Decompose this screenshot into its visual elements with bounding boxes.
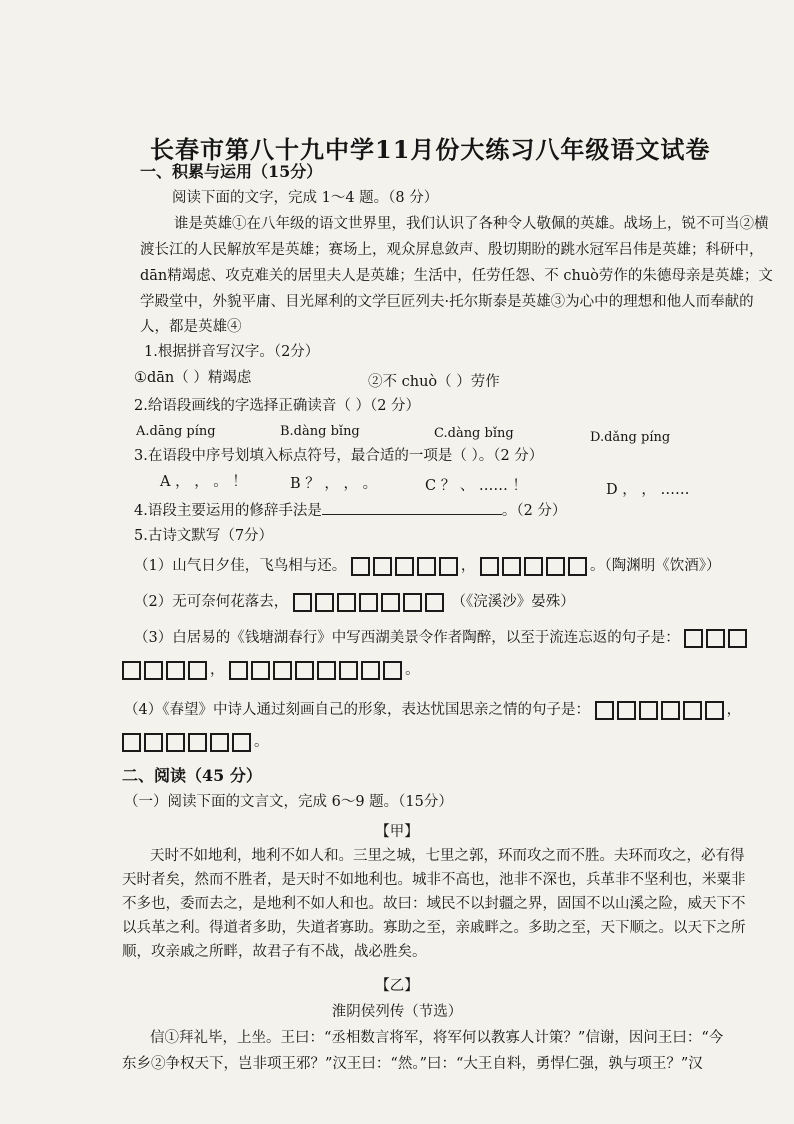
q2-option-a: A.dāng píng [136, 424, 216, 439]
question-5-3-cont: ， 。 [122, 660, 420, 680]
answer-boxes[interactable] [293, 592, 447, 612]
question-1-b: ②不 chuò（ ）劳作 [368, 374, 500, 390]
q3-option-c: C ？ 、 …… ！ [425, 478, 528, 494]
question-5: 5.古诗文默写（7分） [134, 528, 274, 544]
answer-boxes[interactable] [480, 556, 590, 576]
exam-title: 长春市第八十九中学11月份大练习八年级语文试卷 [150, 135, 711, 164]
question-5-2 [134, 592, 575, 612]
question-4 [134, 500, 566, 521]
yi-title: 【乙】 [375, 978, 419, 994]
section-2-sub1: （一）阅读下面的文言文，完成 6～9 题。（15分） [124, 794, 453, 810]
question-1: 1.根据拼音写汉字。（2分） [144, 344, 320, 360]
jia-line: 天时不如地利，地利不如人和。三里之城，七里之郭，环而攻之而不胜。夫环而攻之，必有得 [150, 848, 745, 864]
answer-boxes[interactable] [595, 700, 727, 720]
question-2: 2.给语段画线的字选择正确读音（ ）（2 分） [134, 398, 421, 414]
yi-line: 信①拜礼毕，上坐。王曰：“丞相数言将军，将军何以教寡人计策？”信谢，因问王曰：“今 [150, 1030, 724, 1046]
answer-boxes[interactable] [684, 628, 750, 648]
answer-blank[interactable] [322, 500, 502, 515]
q2-option-d: D.dǎng píng [590, 430, 671, 445]
q5-2-text: （2）无可奈何花落去， [134, 594, 289, 610]
passage-line: 人，都是英雄④ [140, 319, 242, 335]
passage-line: dān精竭虑、攻克难关的居里夫人是英雄；生活中，任劳任怨、不 chuò劳作的朱德母亲是英雄；文 [140, 268, 773, 284]
question-4-score: 。（2 分） [501, 503, 567, 519]
question-5-4-cont: 。 [122, 732, 269, 752]
passage-line: 谁是英雄①在八年级的语文世界里，我们认识了各种令人敬佩的英雄。战场上，锐不可当②横 [174, 216, 769, 232]
question-5-3 [134, 628, 750, 648]
answer-boxes[interactable] [122, 660, 210, 680]
question-3: 3.在语段中序号划填入标点符号，最合适的一项是（ ）。（2 分） [134, 448, 544, 464]
answer-boxes[interactable] [351, 556, 461, 576]
q5-1-source: 。（陶渊明《饮酒》） [589, 558, 721, 574]
question-1-a: ①dān（ ）精竭虑 [134, 370, 252, 386]
question-4-text: 4.语段主要运用的修辞手法是 [134, 503, 322, 519]
question-5-4: （4）《春望》中诗人通过刻画自己的形象，表达忧国思亲之情的句子是： ， [124, 702, 742, 718]
answer-boxes[interactable] [122, 732, 254, 752]
question-5-1: （1）山气日夕佳，飞鸟相与还。 ， 。（陶渊明《饮酒》） [134, 558, 721, 574]
q5-4-text: （4）《春望》中诗人通过刻画自己的形象，表达忧国思亲之情的句子是： [124, 702, 590, 718]
q2-option-b: B.dàng bǐng [280, 424, 360, 439]
jia-title: 【甲】 [375, 824, 419, 840]
q3-option-a: A ， ， 。 ！ [160, 474, 247, 490]
q5-3-text: （3）白居易的《钱塘湖春行》中写西湖美景令作者陶醉，以至于流连忘返的句子是： [134, 630, 680, 646]
jia-line: 以兵革之利。得道者多助，失道者寡助。寡助之至，亲戚畔之。多助之至，天下顺之。以天下之所 [122, 920, 746, 936]
q5-2-source: （《浣溪沙》晏殊） [451, 594, 575, 610]
yi-subtitle: 淮阴侯列传（节选） [331, 1004, 463, 1020]
q5-1-text: （1）山气日夕佳，飞鸟相与还。 [134, 558, 347, 574]
answer-boxes[interactable] [229, 660, 405, 680]
passage-line: 渡长江的人民解放军是英雄；赛场上，观众屏息敛声、殷切期盼的跳水冠军吕伟是英雄；科研中， [140, 242, 764, 258]
q2-option-c: C.dàng bǐng [434, 426, 514, 441]
section-1-header: 一、积累与运用（15分） [140, 162, 323, 181]
section-2-header: 二、阅读（45 分） [122, 766, 262, 785]
jia-line: 天时者矣，然而不胜者，是天时不如地利也。城非不高也，池非不深也，兵革非不坚利也，米粟非 [122, 872, 746, 888]
jia-line: 顺，攻亲戚之所畔，故君子有不战，战必胜矣。 [122, 944, 427, 960]
jia-line: 不多也，委而去之，是地利不如人和也。故曰：域民不以封疆之界，固国不以山溪之险，威天下不 [122, 896, 746, 912]
yi-line: 东乡②争权天下，岂非项王邪？”汉王曰：“然。”曰：“大王自料，勇悍仁强，孰与项王？”汉 [122, 1056, 703, 1072]
passage-line: 学殿堂中，外貌平庸、目光犀利的文学巨匠列夫·托尔斯泰是英雄③为心中的理想和他人而奉献的 [140, 294, 754, 310]
q3-option-d: D ， ， …… [606, 482, 690, 498]
q3-option-b: B ？ ， ， 。 [290, 476, 378, 492]
section-1-intro: 阅读下面的文字，完成 1～4 题。（8 分） [172, 190, 439, 206]
